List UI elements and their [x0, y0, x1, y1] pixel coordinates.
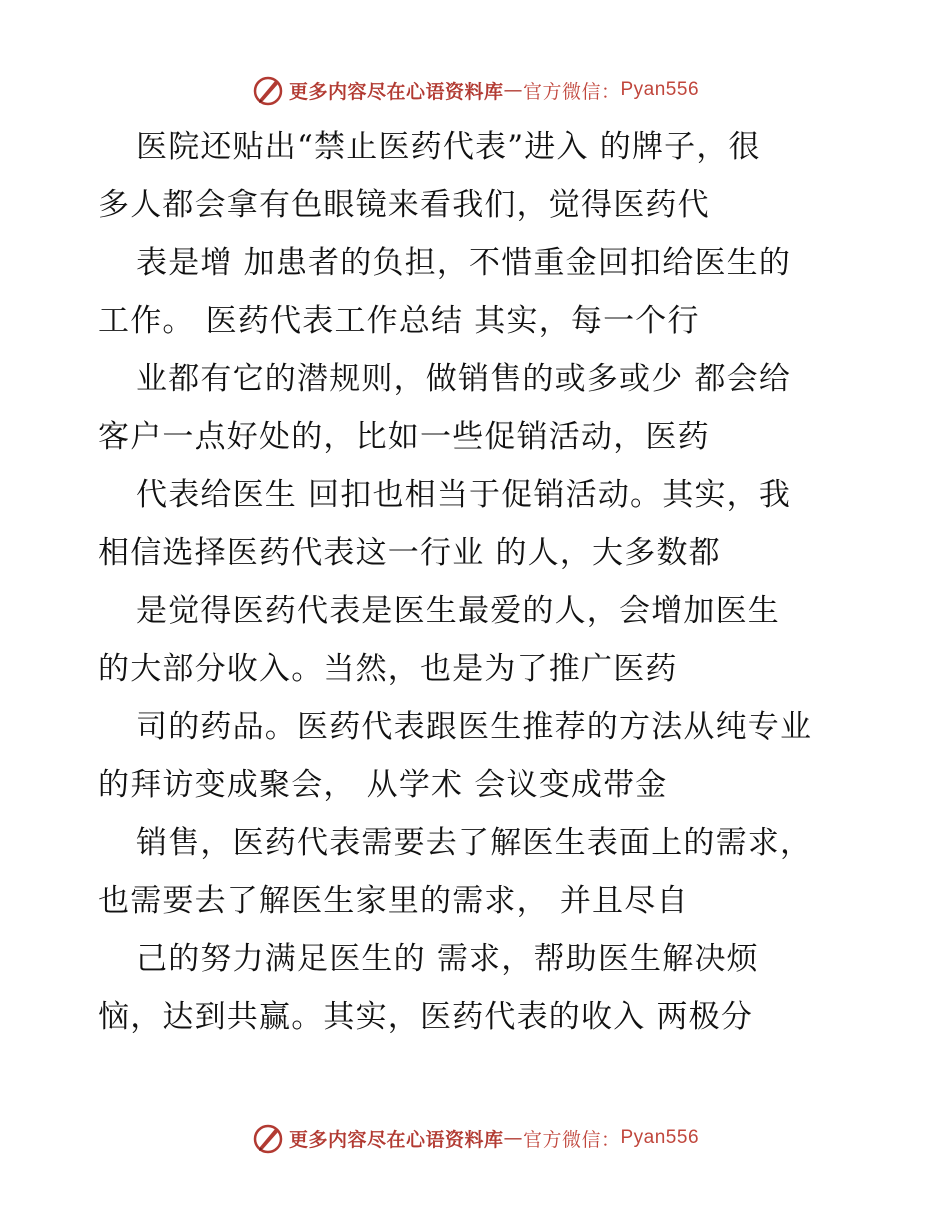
text-line: 医院还贴出“禁止医药代表”进入 的牌子，很	[136, 129, 761, 165]
text-line: 也需要去了解医生家里的需求， 并且尽自	[98, 883, 689, 919]
text-line: 多人都会拿有色眼镜来看我们，觉得医药代	[98, 187, 710, 223]
text-line: 的大部分收入。当然，也是为了推广医药	[98, 651, 678, 687]
text-line: 的拜访变成聚会， 从学术 会议变成带金	[98, 767, 668, 803]
text-line: 工作。 医药代表工作总结 其实，每一个行	[98, 303, 700, 339]
quill-pen-logo-icon	[251, 73, 285, 107]
header-wechat-id: Pyan556	[620, 79, 700, 100]
text-line: 代表给医生 回扣也相当于促销活动。其实，我	[136, 477, 792, 513]
text-line: 客户一点好处的，比如一些促销活动，医药	[98, 419, 710, 455]
footer-wechat-id: Pyan556	[620, 1127, 700, 1148]
footer-separator: —	[503, 1127, 523, 1149]
text-line: 是觉得医药代表是医生最爱的人，会增加医生	[136, 593, 780, 629]
text-line: 恼，达到共赢。其实，医药代表的收入 两极分	[98, 999, 754, 1035]
footer-wechat-label: 官方微信：	[522, 1128, 621, 1151]
header-brand-text: 更多内容尽在心语资料库	[288, 80, 504, 103]
text-line: 己的努力满足医生的 需求，帮助医生解决烦	[136, 941, 759, 977]
text-line: 表是增 加患者的负担，不惜重金回扣给医生的	[136, 245, 792, 281]
document-body	[98, 118, 868, 1046]
footer-banner	[0, 1118, 950, 1158]
footer-brand-text: 更多内容尽在心语资料库	[288, 1128, 504, 1151]
quill-pen-logo-icon	[251, 1121, 285, 1155]
text-line: 司的药品。医药代表跟医生推荐的方法从纯专业	[136, 709, 813, 745]
text-line: 相信选择医药代表这一行业 的人，大多数都	[98, 535, 721, 571]
text-line: 业都有它的潜规则，做销售的或多或少 都会给	[136, 361, 792, 397]
header-banner	[0, 70, 950, 110]
header-wechat-label: 官方微信：	[522, 80, 621, 103]
text-line: 销售，医药代表需要去了解医生表面上的需求，	[136, 825, 813, 861]
header-separator: —	[503, 79, 523, 101]
